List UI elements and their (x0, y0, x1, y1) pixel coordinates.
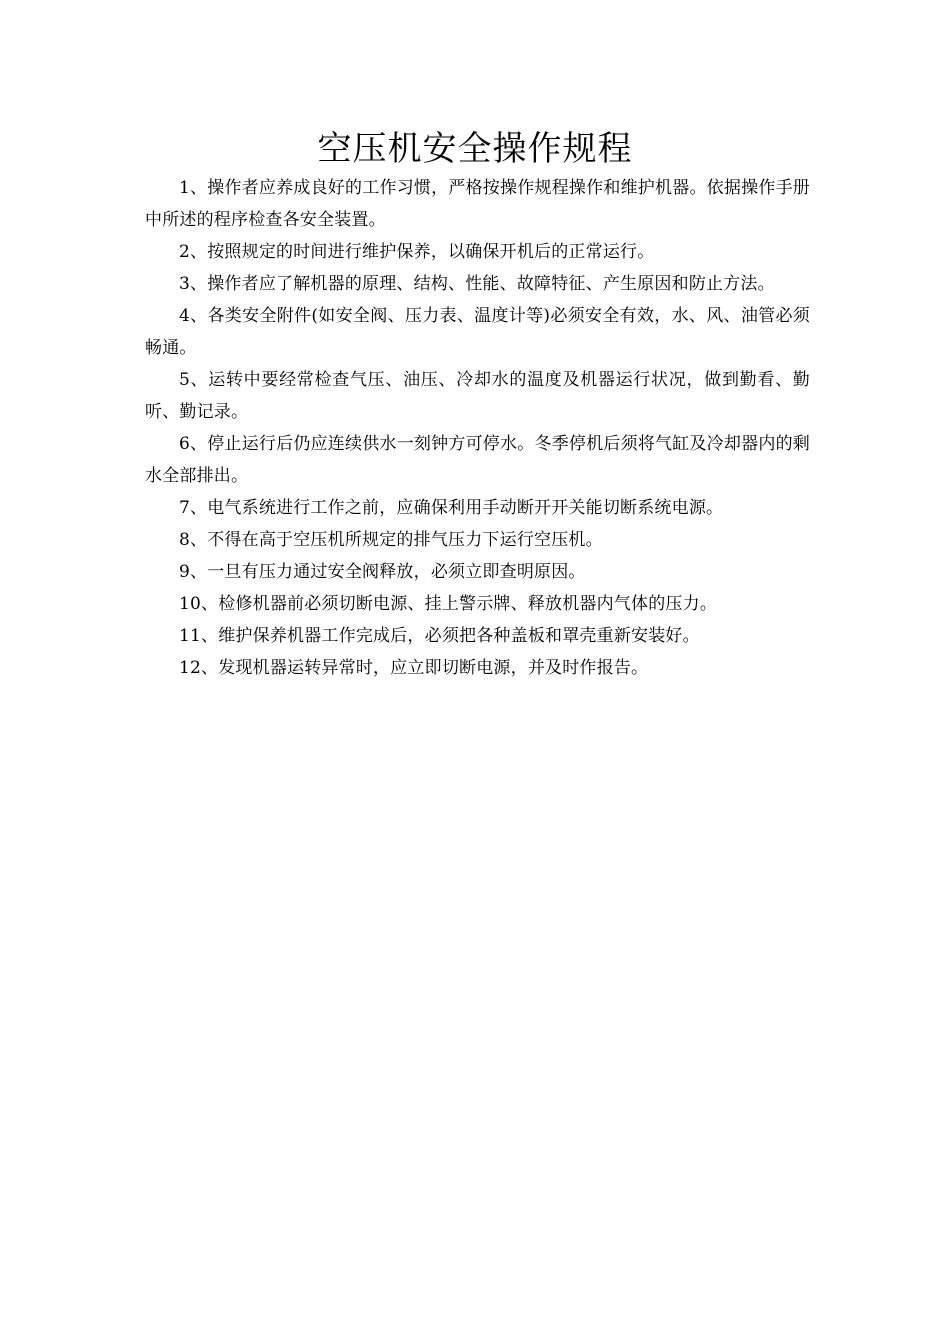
rule-item-1: 1、操作者应养成良好的工作习惯，严格按操作规程操作和维护机器。依据操作手册中所述的程序检查各安全装置。 (145, 178, 810, 230)
rule-item-12: 12、发现机器运转异常时，应立即切断电源，并及时作报告。 (179, 658, 649, 678)
rule-item-10: 10、检修机器前必须切断电源、挂上警示牌、释放机器内气体的压力。 (179, 594, 718, 614)
rules-body (145, 172, 810, 684)
rule-item-3: 3、操作者应了解机器的原理、结构、性能、故障特征、产生原因和防止方法。 (179, 274, 775, 294)
rule-item-8: 8、不得在高于空压机所规定的排气压力下运行空压机。 (179, 530, 603, 550)
rule-item-11: 11、维护保养机器工作完成后，必须把各种盖板和罩壳重新安装好。 (179, 626, 700, 646)
rule-item-6: 6、停止运行后仍应连续供水一刻钟方可停水。冬季停机后须将气缸及冷却器内的剩水全部排出。 (145, 434, 810, 486)
rule-item-5: 5、运转中要经常检查气压、油压、冷却水的温度及机器运行状况，做到勤看、勤听、勤记录。 (145, 370, 810, 422)
page-title: 空压机安全操作规程 (317, 129, 633, 169)
rule-item-2: 2、按照规定的时间进行维护保养，以确保开机后的正常运行。 (179, 242, 655, 262)
rule-item-9: 9、一旦有压力通过安全阀释放，必须立即查明原因。 (179, 562, 586, 582)
rule-item-7: 7、电气系统进行工作之前，应确保利用手动断开开关能切断系统电源。 (179, 498, 724, 518)
rule-item-4: 4、各类安全附件(如安全阀、压力表、温度计等)必须安全有效，水、风、油管必须畅通。 (145, 306, 810, 358)
